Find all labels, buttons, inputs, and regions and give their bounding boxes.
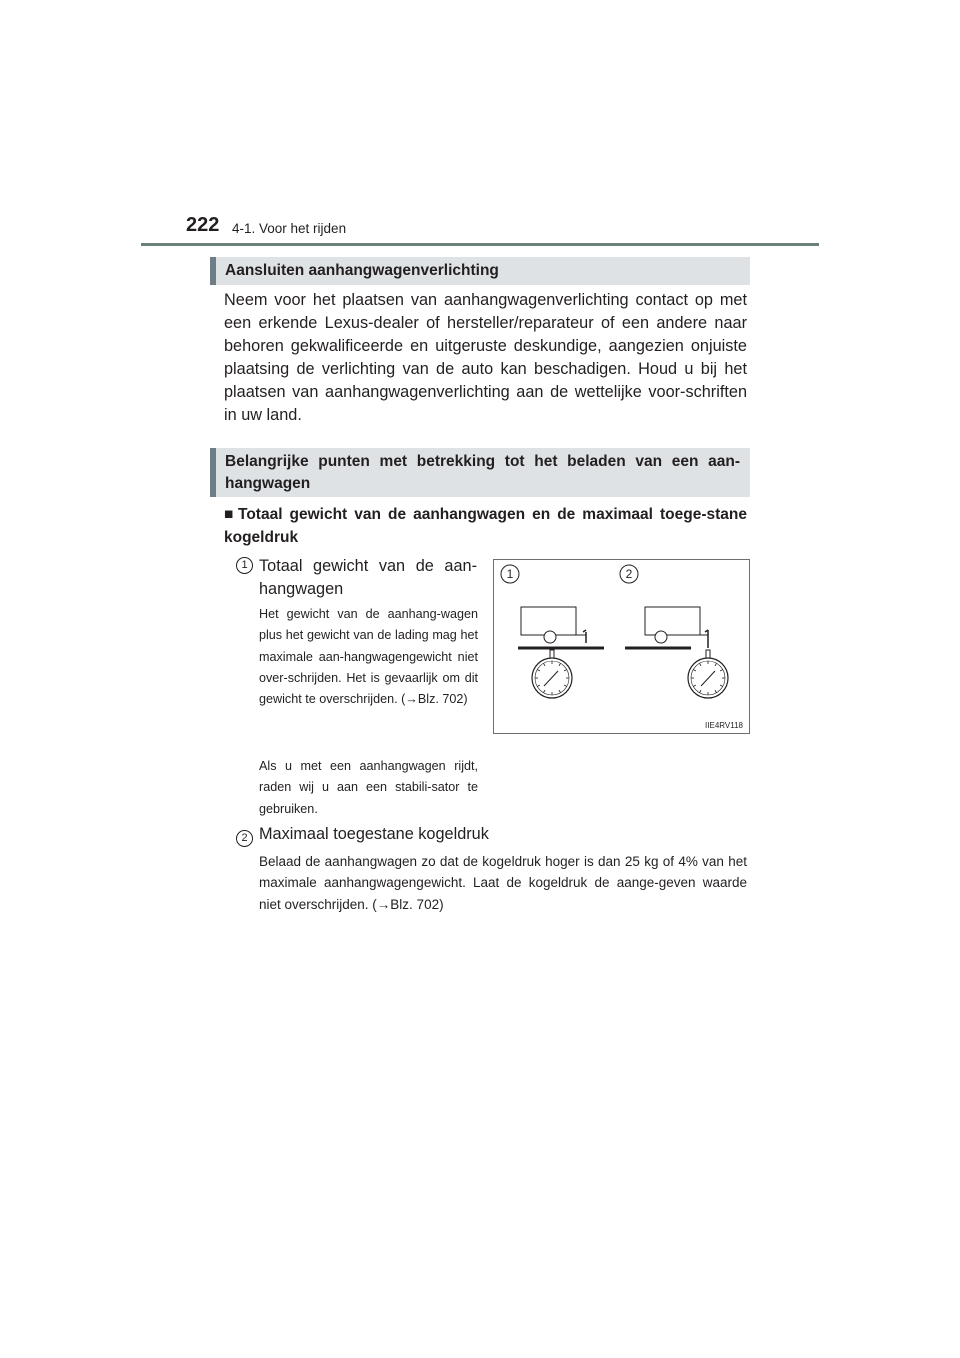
heading-trailer-lighting: Aansluiten aanhangwagenverlichting	[210, 257, 750, 285]
paragraph-trailer-lighting: Neem voor het plaatsen van aanhangwagenverlichting contact op met een erkende Lexus-dealer of hersteller/reparateur of een andere naar behoren gekwalificeerde en uitgeruste deskundige, aangezien onjuiste plaatsing de verlichting van de auto kan beschadigen. Houd u bij het plaatsen van aanhangwagenverlichting aan de wettelijke voor-schriften in uw land.	[224, 291, 747, 424]
figure-label-1	[501, 565, 519, 583]
item-2-body: Belaad de aanhangwagen zo dat de kogeldruk hoger is dan 25 kg of 4% van het maximale aanhangwagengewicht. Laat de kogeldruk de aange-geven waarde niet overschrijden. (→Blz. 702)	[259, 854, 747, 912]
item-2-number: 2	[236, 830, 253, 847]
trailer-right	[625, 607, 728, 698]
bullet-text: Totaal gewicht van de aanhangwagen en de maximaal toege-stane kogeldruk	[224, 506, 747, 546]
figure-label-2-text: 2	[625, 567, 633, 581]
item-1-note: Als u met een aanhangwagen rijdt, raden wij u aan een stabili-sator te gebruiken.	[259, 759, 478, 816]
figure-label-2	[620, 565, 638, 583]
bullet-square: ■	[224, 506, 234, 523]
item-1-body: Het gewicht van de aanhang-wagen plus het gewicht van de lading mag het maximale aan-hangwagengewicht niet over-schrijden. Het is gevaarlijk om dit gewicht te overschrijden. (→Blz. 702)	[259, 607, 478, 707]
item-2-title: Maximaal toegestane kogeldruk	[259, 825, 489, 843]
bullet-heading	[224, 503, 747, 549]
page-number: 222	[186, 214, 220, 236]
heading-loading-points: Belangrijke punten met betrekking tot het beladen van een aan-hangwagen	[210, 448, 750, 497]
item-1-number: 1	[236, 557, 253, 574]
figure-code: IIE4RV118	[705, 721, 743, 730]
item-1-title: Totaal gewicht van de aan-hangwagen	[259, 557, 477, 598]
trailer-figure	[493, 559, 750, 734]
figure-label-1-text: 1	[506, 567, 514, 581]
header-divider	[141, 243, 819, 246]
section-title: 4-1. Voor het rijden	[232, 221, 347, 236]
trailer-diagram	[494, 560, 749, 733]
trailer-left	[518, 607, 604, 698]
